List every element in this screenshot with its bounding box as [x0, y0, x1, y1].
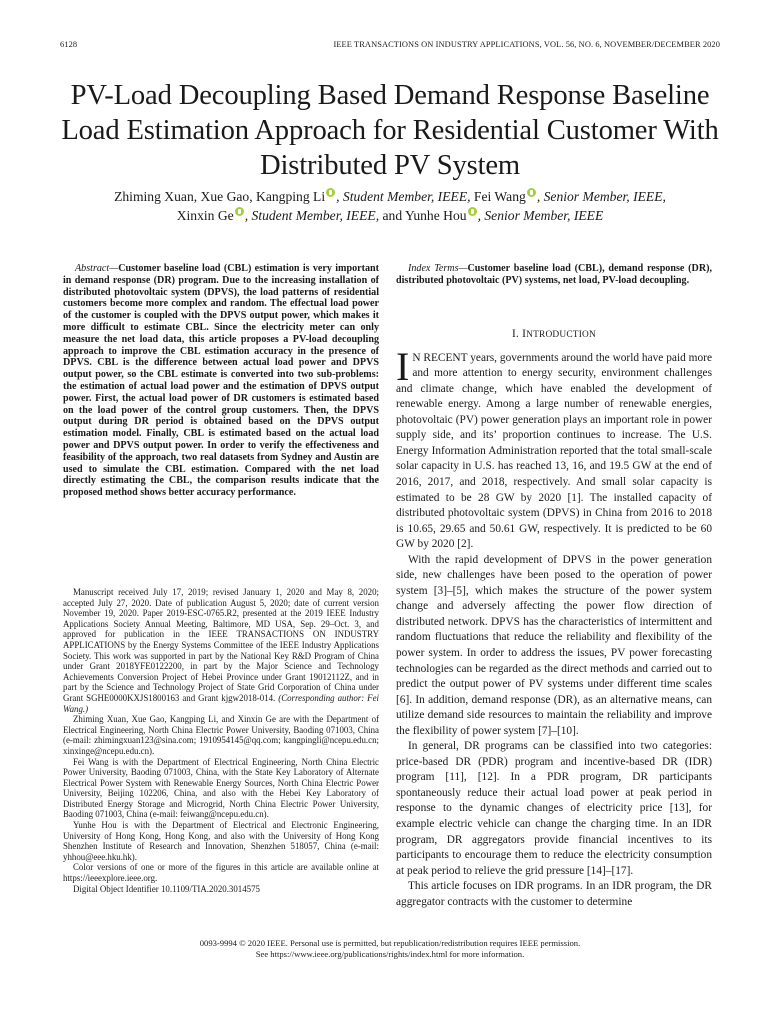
introduction-body: [396, 343, 712, 911]
index-terms: [396, 263, 712, 287]
footnotes: [63, 587, 379, 894]
page-number: 6128: [60, 40, 78, 49]
left-column: [63, 263, 379, 499]
author-membership-3: , Student Member, IEEE,: [244, 208, 380, 223]
section-title-rest: NTRODUCTION: [526, 329, 596, 340]
footnote-affiliation-2: Fei Wang is with the Department of Electrical Engineering, North China Electric Power University, Baoding 071003, China, with the State Key Laboratory of Alternate Electrical Power System with Renewable Energy Sources, North China Electric Power University, Beijing 102206, China, and also with the Hebei Key Laboratory of Distributed Energy Storage and Microgrid, North China Electric Power University, Baoding 071003, China (e-mail: feiwang@ncepu.edu.cn).: [63, 756, 379, 820]
intro-paragraph-1: [396, 343, 712, 553]
intro-paragraph-1-text: N RECENT years, governments around the world have paid more and more attention to energy security, environment challenges and climate change, which have enabled the development of renewable energy. Among a large number of renewable energies, photovoltaic (PV) power generation plays an important role in power supply side, and its’ proportion continues to increase. The U.S. Energy Information Administration reported that the total small-scale solar capacity in U.S. has reached 13, 16, and 19.5 GW at the end of 2016, 2017, and 2018, respectively. And small solar capacity is estimated to be 28 GW by 2020 [1]. The installed capacity of distributed photovoltaic system (DPVS) in China from 2016 to 2018 is 10.65, 29.65 and 50.61 GW, respectively. It is predicted to be 60 GW by 2020 [2].: [396, 351, 712, 551]
footnote-doi: Digital Object Identifier 10.1109/TIA.2020.3014575: [73, 883, 260, 894]
copyright-line: 0093-9994 © 2020 IEEE. Personal use is permitted, but republication/redistribution requires IEEE permission.: [199, 938, 581, 948]
orcid-icon[interactable]: [235, 207, 244, 216]
author-membership-2: , Senior Member, IEEE,: [536, 189, 666, 204]
abstract-text: Customer baseline load (CBL) estimation is very important in demand response (DR) program. Due to the increasing installation of distributed photovoltaic system (DPVS), the load patterns of residential customers become more complex and random. The effectual load power of the customer is coupled with the DPVS output power, which makes it more difficult to estimate CBL. Since the electricity meter can only measure the net load data, this article proposes a PV-load decoupling approach to improve the CBL estimation accuracy in the presence of DPVS. CBL is the difference between actual load power and DPVS output power, so the CBL estimate is converted into two sub-problems: the estimation of actual load power and the estimation of DPVS output power. First, the actual load power of DR customers is estimated based on the load power of the control group customers. Then, the DPVS output during DR period is obtained based on the DPVS output estimation model. Finally, CBL is estimated based on the actual load power and DPVS output power. In order to verify the effectiveness and feasibility of the approach, two real datasets from Sydney and Austin are used to simulate the CBL estimation. Compared with the net load directly estimating the CBL, the comparison results indicate that the proposed method shows better accuracy performance.: [63, 263, 379, 499]
author-membership-1: , Student Member, IEEE,: [336, 189, 471, 204]
right-column: [396, 263, 712, 910]
abstract: [63, 263, 379, 499]
footnote-color: Color versions of one or more of the figures in this article are available online at https://ieeexplore.ieee.org.: [63, 862, 379, 884]
footnote-manuscript: [63, 587, 379, 714]
intro-paragraph-2: With the rapid development of DPVS in the power generation side, new challenges have been posed to the operation of power system [3]–[5], which makes the structure of the power system change and adversely affecting the power flow direction of distributed network. DPVS has the characteristics of intermittent and random fluctuations that reduce the reliability and flexibility of the power system. In order to address the issues, PV power forecasting technologies can be regarded as the direct methods and carried out to predict the output power of PV systems under different time scales [6]. In addition, demand response (DR), as an alternative means, can utilize demand side resources to maintain the reliability and improve the flexibility of power system [7]–[10].: [396, 553, 712, 737]
author-names-3: Xinxin Ge: [176, 208, 234, 223]
footnote-manuscript-text: Manuscript received July 17, 2019; revised January 1, 2020 and May 8, 2020; accepted July 27, 2020. Date of publication August 5, 2020; date of current version November 19, 2020. Paper 2019-ESC-0765.R2, presented at the 2019 IEEE Industry Applications Society Annual Meeting, Baltimore, MD USA, Sep. 29–Oct. 3, and approved for publication in the IEEE TRANSACTIONS ON INDUSTRY APPLICATIONS by the Energy Systems Committee of the IEEE Industry Applications Society. This work was supported in part by the National Key R&D Program of China under Grant 2018YFE0122200, in part by the Major Science and Technology Achievements Conversion Project of Hebei Province under Grant 19012112Z, and in part by the Science and Technology Project of State Grid Corporation of China under Grant SGHE0000KXJS1800163 and Grant kjgw2018-014.: [63, 587, 379, 703]
author-names-4: and Yunhe Hou: [379, 208, 467, 223]
author-names-2: Fei Wang: [470, 189, 526, 204]
orcid-icon[interactable]: [527, 188, 536, 197]
corresponding-author: (Corresponding author: Fei Wang.): [63, 692, 379, 714]
paper-title: PV-Load Decoupling Based Demand Response Baseline Load Estimation Approach for Residential Customer With Distributed PV System: [61, 80, 719, 181]
author-list: [60, 187, 720, 225]
rights-link-line: See https://www.ieee.org/publications/rights/index.html for more information.: [255, 949, 525, 959]
section-number: I.: [512, 327, 523, 340]
copyright-footer: [60, 938, 720, 960]
section-title-initial: I: [522, 327, 527, 340]
index-terms-lead: Index Terms—: [408, 263, 468, 274]
author-membership-4: , Senior Member, IEEE: [477, 208, 604, 223]
journal-header: IEEE TRANSACTIONS ON INDUSTRY APPLICATIONS, VOL. 56, NO. 6, NOVEMBER/DECEMBER 2020: [333, 40, 720, 49]
index-terms-text: Customer baseline load (CBL), demand response (DR), distributed photovoltaic (PV) systems, net load, PV-load decoupling.: [396, 263, 713, 286]
drop-cap: I: [396, 343, 410, 389]
intro-paragraph-3: In general, DR programs can be classified into two categories: price-based DR (PDR) program and incentive-based DR (IDR) program [11], [12]. In a PDR program, DR participants spontaneously reduce their actual load power at peak period in response to the dynamic changes of electricity price [13], for example electric vehicle can change the charging time. In an IDR program, DR aggregators provide financial incentives to its participants to encourage them to reduce the electricity consumption at peak period to relieve the grid pressure [14]–[17].: [396, 740, 712, 877]
footnote-affiliation-3: Yunhe Hou is with the Department of Electrical and Electronic Engineering, University of Hong Kong, Hong Kong, and also with the University of Hong Kong Shenzhen Institute of Research and Innovation, Shenzhen 518057, China (e-mail: yhhou@eee.hku.hk).: [63, 820, 379, 862]
intro-paragraph-4: This article focuses on IDR programs. In an IDR program, the DR aggregator contracts with the customer to determine: [396, 880, 712, 908]
footnote-affiliation-1: Zhiming Xuan, Xue Gao, Kangping Li, and Xinxin Ge are with the Department of Electrical Engineering, North China Electric Power University, Baoding 071003, China (e-mail: zhimingxuan123@sina.com; 1910954145@qq.com; kangpingli@ncepu.edu.cn; xinxinge@ncepu.edu.cn).: [63, 714, 379, 756]
abstract-lead: Abstract—: [75, 263, 119, 274]
author-names-1: Zhiming Xuan, Xue Gao, Kangping Li: [114, 189, 326, 204]
orcid-icon[interactable]: [468, 207, 477, 216]
orcid-icon[interactable]: [326, 188, 335, 197]
section-heading: [396, 328, 712, 340]
